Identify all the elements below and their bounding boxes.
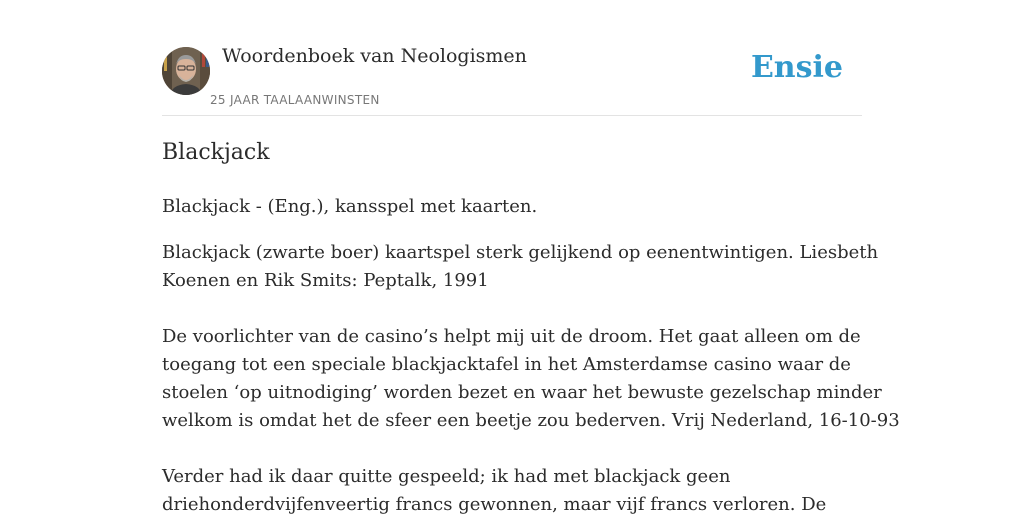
citation-line: driehonderdvijfenveertig francs gewonnen, maar vijf francs verloren. De <box>162 494 827 515</box>
citation <box>162 239 879 295</box>
citation-line: welkom is omdat het de sfeer een beetje zou bederven. Vrij Nederland, 16-10-93 <box>162 410 900 431</box>
citation-line: toegang tot een speciale blackjacktafel in het Amsterdamse casino waar de <box>162 354 851 375</box>
avatar-image <box>162 47 210 95</box>
entry-definition: Blackjack - (Eng.), kansspel met kaarten. <box>162 196 538 217</box>
citation <box>162 463 862 519</box>
citation-line: Verder had ik daar quitte gespeeld; ik had met blackjack geen <box>162 466 731 487</box>
site-subtitle: 25 JAAR TAALAANWINSTEN <box>210 93 380 107</box>
site-title[interactable]: Woordenboek van Neologismen <box>222 45 527 67</box>
site-header <box>162 0 862 116</box>
citation-line: stoelen ‘op uitnodiging’ worden bezet en waar het bewuste gezelschap minder <box>162 382 882 403</box>
citation-line: Koenen en Rik Smits: Peptalk, 1991 <box>162 270 489 291</box>
citation-line: Blackjack (zwarte boer) kaartspel sterk gelijkend op eenentwintigen. Liesbeth <box>162 242 879 263</box>
citation-line: De voorlichter van de casino’s helpt mij uit de droom. Het gaat alleen om de <box>162 326 861 347</box>
author-avatar[interactable] <box>162 47 210 95</box>
page-content <box>162 0 900 515</box>
entry-title: Blackjack <box>162 140 270 165</box>
ensie-logo-link[interactable]: Ensie <box>750 50 843 85</box>
citation <box>162 323 900 435</box>
